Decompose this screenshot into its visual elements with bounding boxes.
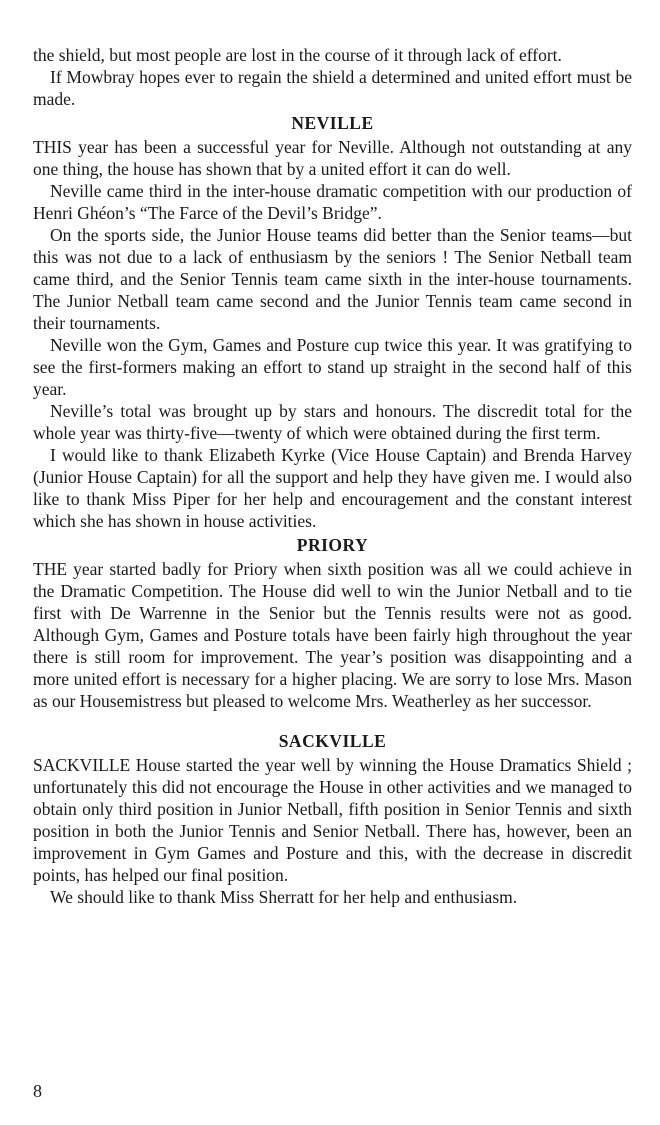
sackville-paragraph-2: We should like to thank Miss Sherratt for her help and enthusiasm. <box>50 887 518 907</box>
neville-paragraph-3: On the sports side, the Junior House teams did better than the Senior teams—but this was not due to a lack of enthusiasm by the seniors ! The Senior Netball team came third, and the Senior Tennis team came sixth in the inter-house tournaments. The Junior Netball team came second and the Junior Tennis team came second in their tournaments. <box>33 225 632 333</box>
neville-paragraph-6: I would like to thank Elizabeth Kyrke (Vice House Captain) and Brenda Harvey (Junior House Captain) for all the support and help they have given me. I would also like to thank Miss Piper for her help and encouragement and the constant interest which she has shown in house activities. <box>33 445 632 531</box>
page-number: 8 <box>33 1081 42 1101</box>
neville-paragraph-1: THIS year has been a successful year for Neville. Although not outstanding at any one thing, the house has shown that by a united effort it can do well. <box>33 137 632 179</box>
priory-heading: PRIORY <box>296 535 369 555</box>
sackville-paragraph-1: SACKVILLE House started the year well by winning the House Dramatics Shield ; unfortunately this did not encourage the House in other activities and we managed to obtain only third position in Junior Netball, fifth position in Senior Tennis and sixth position in both the Junior Tennis and Senior Netball. There has, however, been an improvement in Gym Games and Posture and this, with the decrease in discredit points, has helped our final position. <box>33 755 632 885</box>
sackville-heading: SACKVILLE <box>278 731 387 751</box>
intro-paragraph-2: If Mowbray hopes ever to regain the shield a determined and united effort must be made. <box>33 67 632 109</box>
neville-paragraph-4: Neville won the Gym, Games and Posture cup twice this year. It was gratifying to see the first-formers making an effort to stand up straight in the second half of this year. <box>33 335 632 399</box>
priory-paragraph-1: THE year started badly for Priory when sixth position was all we could achieve in the Dramatic Competition. The House did well to win the Junior Netball and to tie first with De Warrenne in the Senior but the Tennis results were not as good. Although Gym, Games and Posture totals have been fairly high throughout the year there is still room for improvement. The year’s position was disappointing and a more united effort is necessary for a higher placing. We are sorry to lose Mrs. Mason as our Housemistress but pleased to welcome Mrs. Weatherley as her successor. <box>33 559 632 711</box>
intro-paragraph-1: the shield, but most people are lost in the course of it through lack of effort. <box>33 45 562 65</box>
neville-heading: NEVILLE <box>291 113 374 133</box>
neville-paragraph-5: Neville’s total was brought up by stars and honours. The discredit total for the whole year was thirty-five—twenty of which were obtained during the first term. <box>33 401 632 443</box>
neville-paragraph-2: Neville came third in the inter-house dramatic competition with our production of Henri Ghéon’s “The Farce of the Devil’s Bridge”. <box>33 181 632 223</box>
